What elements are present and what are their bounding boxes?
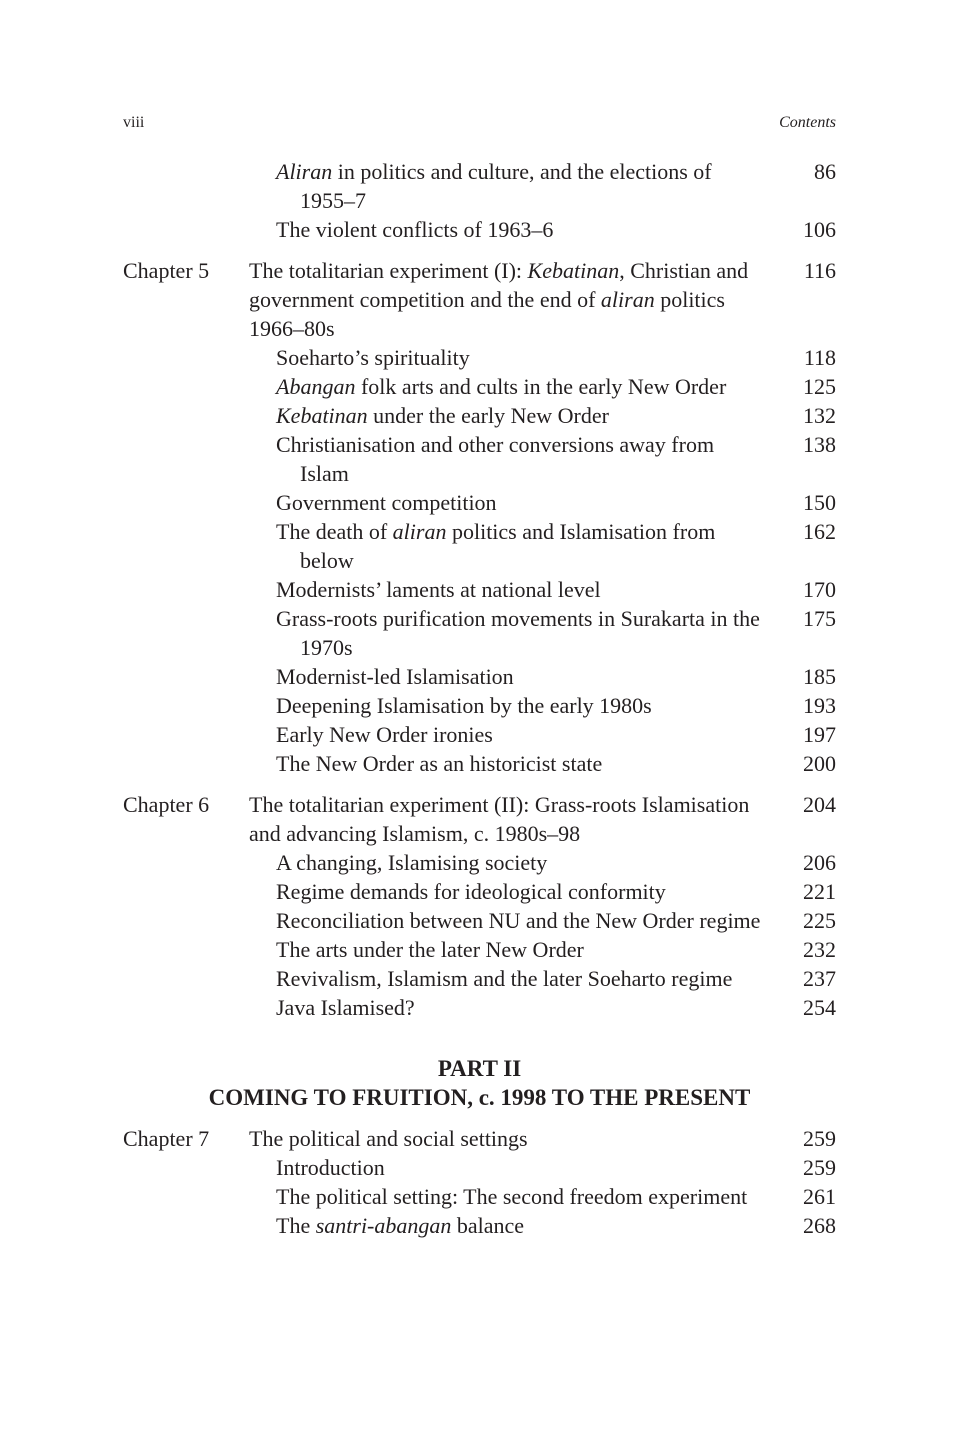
toc-section[interactable]: Modernist-led Islamisation 185 bbox=[276, 664, 836, 689]
toc-section[interactable]: The political setting: The second freedom experiment 261 bbox=[276, 1184, 836, 1209]
toc-section[interactable]: A changing, Islamising society 206 bbox=[276, 850, 836, 875]
page-ref: 132 bbox=[803, 403, 836, 428]
toc-section[interactable]: Soeharto’s spirituality 118 bbox=[276, 345, 836, 370]
chapter-label: Chapter 6 bbox=[123, 792, 210, 817]
page-ref: 221 bbox=[803, 879, 836, 904]
toc-section[interactable]: Kebatinan under the early New Order 132 bbox=[276, 403, 836, 428]
running-title: Contents bbox=[779, 114, 836, 131]
page-ref: 150 bbox=[803, 490, 836, 515]
toc-section[interactable]: The arts under the later New Order 232 bbox=[276, 937, 836, 962]
toc-chapter-5[interactable] bbox=[123, 256, 836, 343]
page-ref: 175 bbox=[803, 606, 836, 631]
page-ref: 193 bbox=[803, 693, 836, 718]
toc-section[interactable]: Reconciliation between NU and the New Order regime 225 bbox=[276, 908, 836, 933]
part-title: COMING TO FRUITION, c. 1998 TO THE PRESENT bbox=[208, 1085, 751, 1110]
page-ref: 185 bbox=[803, 664, 836, 689]
page-ref: 197 bbox=[803, 722, 836, 747]
page-ref: 116 bbox=[803, 258, 836, 283]
running-head bbox=[123, 114, 836, 138]
chapter-title: The totalitarian experiment (II): Grass-roots Islamisation and advancing Islamism, c. 1980s–98 bbox=[249, 792, 750, 846]
toc-section[interactable]: Early New Order ironies 197 bbox=[276, 722, 836, 747]
toc-section[interactable]: Aliran in politics and culture, and the elections of 1955–7 86 bbox=[276, 159, 836, 213]
page-ref: 268 bbox=[803, 1213, 836, 1238]
page-ref: 86 bbox=[814, 159, 836, 184]
page-ref: 237 bbox=[803, 966, 836, 991]
part-heading bbox=[123, 1054, 836, 1112]
toc-section[interactable]: The New Order as an historicist state 200 bbox=[276, 751, 836, 776]
page-ref: 162 bbox=[803, 519, 836, 544]
chapter-label: Chapter 5 bbox=[123, 258, 210, 283]
chapter-title: The political and social settings bbox=[249, 1126, 528, 1151]
page-ref: 200 bbox=[803, 751, 836, 776]
toc-section[interactable]: Modernists’ laments at national level 170 bbox=[276, 577, 836, 602]
toc-section[interactable]: Introduction 259 bbox=[276, 1155, 836, 1180]
toc-section[interactable]: Deepening Islamisation by the early 1980s 193 bbox=[276, 693, 836, 718]
toc-section[interactable]: The violent conflicts of 1963–6 106 bbox=[276, 217, 836, 242]
page-ref: 118 bbox=[803, 345, 836, 370]
page-ref: 225 bbox=[803, 908, 836, 933]
toc-section[interactable]: Regime demands for ideological conformity 221 bbox=[276, 879, 836, 904]
page-ref: 206 bbox=[803, 850, 836, 875]
table-of-contents bbox=[123, 157, 836, 1240]
page-ref: 125 bbox=[803, 374, 836, 399]
page-ref: 106 bbox=[803, 217, 836, 242]
page-ref: 170 bbox=[803, 577, 836, 602]
page-ref: 261 bbox=[803, 1184, 836, 1209]
toc-section[interactable]: Christianisation and other conversions away from Islam 138 bbox=[276, 432, 836, 486]
toc-section[interactable]: The death of aliran politics and Islamisation from below 162 bbox=[276, 519, 836, 573]
page-ref: 232 bbox=[803, 937, 836, 962]
page-number: viii bbox=[123, 114, 145, 131]
page-ref: 204 bbox=[803, 792, 836, 817]
toc-section[interactable]: Java Islamised? 254 bbox=[276, 995, 836, 1020]
chapter-title: The totalitarian experiment (I): Kebatinan, Christian and government competition and the end of aliran politics 1966–80s bbox=[249, 258, 749, 341]
toc-section[interactable]: Grass-roots purification movements in Surakarta in the 1970s 175 bbox=[276, 606, 836, 660]
toc-section[interactable]: Government competition 150 bbox=[276, 490, 836, 515]
toc-section[interactable]: Revivalism, Islamism and the later Soeharto regime 237 bbox=[276, 966, 836, 991]
toc-section[interactable]: The santri-abangan balance 268 bbox=[276, 1213, 836, 1238]
page-ref: 259 bbox=[803, 1155, 836, 1180]
part-label: PART II bbox=[437, 1056, 522, 1081]
chapter-label: Chapter 7 bbox=[123, 1126, 210, 1151]
page-ref: 259 bbox=[803, 1126, 836, 1151]
toc-section[interactable]: Abangan folk arts and cults in the early New Order 125 bbox=[276, 374, 836, 399]
toc-chapter-6[interactable] bbox=[123, 790, 836, 848]
page-ref: 254 bbox=[803, 995, 836, 1020]
page-ref: 138 bbox=[803, 432, 836, 457]
toc-chapter-7[interactable] bbox=[123, 1124, 836, 1153]
